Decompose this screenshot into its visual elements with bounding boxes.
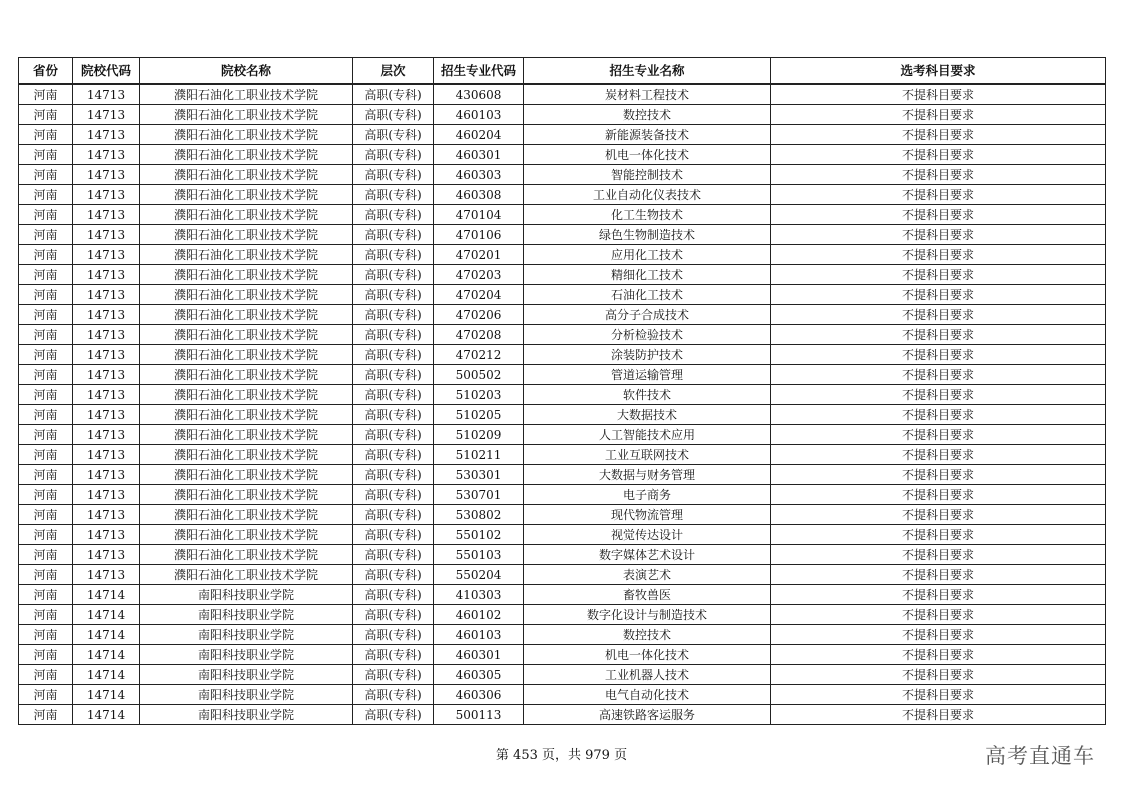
cell-subject-requirement: 不提科目要求 xyxy=(771,425,1106,445)
cell-major-name: 表演艺术 xyxy=(524,565,771,585)
cell-subject-requirement: 不提科目要求 xyxy=(771,665,1106,685)
cell-school-name: 南阳科技职业学院 xyxy=(140,585,353,605)
cell-school-code: 14713 xyxy=(73,145,140,165)
cell-province: 河南 xyxy=(19,585,73,605)
cell-level: 高职(专科) xyxy=(353,265,434,285)
cell-subject-requirement: 不提科目要求 xyxy=(771,405,1106,425)
cell-province: 河南 xyxy=(19,265,73,285)
cell-major-code: 460103 xyxy=(434,625,524,645)
cell-major-code: 460301 xyxy=(434,145,524,165)
cell-school-name: 濮阳石油化工职业技术学院 xyxy=(140,165,353,185)
cell-subject-requirement: 不提科目要求 xyxy=(771,585,1106,605)
cell-school-name: 濮阳石油化工职业技术学院 xyxy=(140,205,353,225)
cell-province: 河南 xyxy=(19,705,73,725)
header-school-code: 院校代码 xyxy=(73,58,140,85)
cell-subject-requirement: 不提科目要求 xyxy=(771,105,1106,125)
cell-province: 河南 xyxy=(19,685,73,705)
cell-subject-requirement: 不提科目要求 xyxy=(771,285,1106,305)
cell-subject-requirement: 不提科目要求 xyxy=(771,84,1106,105)
cell-province: 河南 xyxy=(19,425,73,445)
cell-school-name: 濮阳石油化工职业技术学院 xyxy=(140,145,353,165)
cell-major-name: 畜牧兽医 xyxy=(524,585,771,605)
cell-level: 高职(专科) xyxy=(353,705,434,725)
cell-province: 河南 xyxy=(19,625,73,645)
table-row xyxy=(19,465,1106,485)
cell-subject-requirement: 不提科目要求 xyxy=(771,265,1106,285)
cell-school-code: 14713 xyxy=(73,425,140,445)
cell-province: 河南 xyxy=(19,305,73,325)
cell-major-code: 500502 xyxy=(434,365,524,385)
cell-school-name: 濮阳石油化工职业技术学院 xyxy=(140,125,353,145)
cell-subject-requirement: 不提科目要求 xyxy=(771,225,1106,245)
header-level: 层次 xyxy=(353,58,434,85)
cell-level: 高职(专科) xyxy=(353,425,434,445)
cell-school-code: 14713 xyxy=(73,365,140,385)
cell-major-code: 460306 xyxy=(434,685,524,705)
cell-school-code: 14713 xyxy=(73,525,140,545)
cell-level: 高职(专科) xyxy=(353,165,434,185)
table-row xyxy=(19,265,1106,285)
cell-major-name: 应用化工技术 xyxy=(524,245,771,265)
cell-school-code: 14713 xyxy=(73,485,140,505)
cell-major-name: 电气自动化技术 xyxy=(524,685,771,705)
cell-major-code: 470206 xyxy=(434,305,524,325)
cell-major-code: 460305 xyxy=(434,665,524,685)
cell-major-name: 数字媒体艺术设计 xyxy=(524,545,771,565)
cell-level: 高职(专科) xyxy=(353,505,434,525)
cell-province: 河南 xyxy=(19,365,73,385)
cell-major-name: 工业自动化仪表技术 xyxy=(524,185,771,205)
cell-province: 河南 xyxy=(19,285,73,305)
header-subject-requirement: 选考科目要求 xyxy=(771,58,1106,85)
header-school-name: 院校名称 xyxy=(140,58,353,85)
cell-subject-requirement: 不提科目要求 xyxy=(771,385,1106,405)
cell-school-code: 14713 xyxy=(73,285,140,305)
cell-school-name: 濮阳石油化工职业技术学院 xyxy=(140,105,353,125)
cell-level: 高职(专科) xyxy=(353,565,434,585)
cell-major-name: 管道运输管理 xyxy=(524,365,771,385)
cell-major-code: 500113 xyxy=(434,705,524,725)
cell-province: 河南 xyxy=(19,325,73,345)
table-header xyxy=(19,58,1106,85)
cell-major-name: 数控技术 xyxy=(524,105,771,125)
table-row xyxy=(19,345,1106,365)
cell-level: 高职(专科) xyxy=(353,625,434,645)
cell-province: 河南 xyxy=(19,105,73,125)
cell-school-code: 14714 xyxy=(73,585,140,605)
cell-major-code: 460301 xyxy=(434,645,524,665)
enrollment-table xyxy=(18,57,1106,725)
cell-school-name: 南阳科技职业学院 xyxy=(140,625,353,645)
cell-school-code: 14713 xyxy=(73,505,140,525)
cell-province: 河南 xyxy=(19,545,73,565)
cell-major-code: 410303 xyxy=(434,585,524,605)
table-row xyxy=(19,205,1106,225)
cell-major-name: 高分子合成技术 xyxy=(524,305,771,325)
cell-major-code: 550204 xyxy=(434,565,524,585)
cell-school-name: 濮阳石油化工职业技术学院 xyxy=(140,485,353,505)
cell-school-name: 濮阳石油化工职业技术学院 xyxy=(140,225,353,245)
table-row xyxy=(19,425,1106,445)
cell-province: 河南 xyxy=(19,405,73,425)
cell-school-name: 濮阳石油化工职业技术学院 xyxy=(140,265,353,285)
cell-level: 高职(专科) xyxy=(353,245,434,265)
cell-major-code: 510203 xyxy=(434,385,524,405)
cell-major-name: 数字化设计与制造技术 xyxy=(524,605,771,625)
cell-major-name: 石油化工技术 xyxy=(524,285,771,305)
cell-school-code: 14713 xyxy=(73,165,140,185)
cell-school-code: 14713 xyxy=(73,385,140,405)
cell-school-code: 14714 xyxy=(73,625,140,645)
cell-major-name: 软件技术 xyxy=(524,385,771,405)
cell-school-name: 南阳科技职业学院 xyxy=(140,605,353,625)
cell-major-code: 460103 xyxy=(434,105,524,125)
cell-school-code: 14713 xyxy=(73,245,140,265)
cell-major-name: 工业互联网技术 xyxy=(524,445,771,465)
cell-major-code: 550102 xyxy=(434,525,524,545)
cell-province: 河南 xyxy=(19,565,73,585)
header-major-code: 招生专业代码 xyxy=(434,58,524,85)
cell-province: 河南 xyxy=(19,605,73,625)
cell-major-code: 430608 xyxy=(434,84,524,105)
cell-subject-requirement: 不提科目要求 xyxy=(771,605,1106,625)
cell-province: 河南 xyxy=(19,445,73,465)
table-row xyxy=(19,445,1106,465)
table-row xyxy=(19,565,1106,585)
cell-school-code: 14714 xyxy=(73,705,140,725)
cell-subject-requirement: 不提科目要求 xyxy=(771,685,1106,705)
cell-province: 河南 xyxy=(19,245,73,265)
cell-school-code: 14713 xyxy=(73,185,140,205)
cell-major-name: 炭材料工程技术 xyxy=(524,84,771,105)
cell-major-code: 470106 xyxy=(434,225,524,245)
cell-major-name: 机电一体化技术 xyxy=(524,645,771,665)
table-row xyxy=(19,105,1106,125)
cell-school-name: 濮阳石油化工职业技术学院 xyxy=(140,425,353,445)
cell-major-code: 510205 xyxy=(434,405,524,425)
cell-province: 河南 xyxy=(19,505,73,525)
cell-subject-requirement: 不提科目要求 xyxy=(771,465,1106,485)
header-province: 省份 xyxy=(19,58,73,85)
cell-school-code: 14713 xyxy=(73,565,140,585)
cell-school-code: 14714 xyxy=(73,645,140,665)
cell-school-name: 濮阳石油化工职业技术学院 xyxy=(140,305,353,325)
table-row xyxy=(19,485,1106,505)
cell-level: 高职(专科) xyxy=(353,345,434,365)
cell-school-code: 14713 xyxy=(73,265,140,285)
cell-subject-requirement: 不提科目要求 xyxy=(771,485,1106,505)
cell-province: 河南 xyxy=(19,645,73,665)
cell-school-name: 濮阳石油化工职业技术学院 xyxy=(140,185,353,205)
table-row xyxy=(19,305,1106,325)
cell-level: 高职(专科) xyxy=(353,325,434,345)
cell-school-name: 濮阳石油化工职业技术学院 xyxy=(140,345,353,365)
cell-subject-requirement: 不提科目要求 xyxy=(771,165,1106,185)
cell-major-code: 470104 xyxy=(434,205,524,225)
cell-province: 河南 xyxy=(19,345,73,365)
cell-province: 河南 xyxy=(19,125,73,145)
cell-major-name: 现代物流管理 xyxy=(524,505,771,525)
cell-school-code: 14714 xyxy=(73,665,140,685)
table-row xyxy=(19,185,1106,205)
cell-province: 河南 xyxy=(19,205,73,225)
cell-school-code: 14714 xyxy=(73,605,140,625)
cell-level: 高职(专科) xyxy=(353,485,434,505)
cell-school-name: 南阳科技职业学院 xyxy=(140,705,353,725)
table-row xyxy=(19,385,1106,405)
cell-subject-requirement: 不提科目要求 xyxy=(771,345,1106,365)
table-row xyxy=(19,285,1106,305)
cell-school-code: 14713 xyxy=(73,225,140,245)
cell-level: 高职(专科) xyxy=(353,305,434,325)
cell-major-code: 550103 xyxy=(434,545,524,565)
table-row xyxy=(19,145,1106,165)
table-row xyxy=(19,545,1106,565)
table-row xyxy=(19,645,1106,665)
watermark-text: 高考直通车 xyxy=(985,744,1095,768)
cell-school-name: 濮阳石油化工职业技术学院 xyxy=(140,545,353,565)
cell-school-name: 南阳科技职业学院 xyxy=(140,665,353,685)
cell-school-name: 南阳科技职业学院 xyxy=(140,685,353,705)
cell-major-code: 460303 xyxy=(434,165,524,185)
cell-major-code: 510211 xyxy=(434,445,524,465)
table-row xyxy=(19,505,1106,525)
cell-subject-requirement: 不提科目要求 xyxy=(771,625,1106,645)
cell-province: 河南 xyxy=(19,225,73,245)
header-major-name: 招生专业名称 xyxy=(524,58,771,85)
cell-level: 高职(专科) xyxy=(353,545,434,565)
cell-major-code: 510209 xyxy=(434,425,524,445)
table-row xyxy=(19,625,1106,645)
cell-province: 河南 xyxy=(19,165,73,185)
table-row xyxy=(19,685,1106,705)
cell-major-name: 机电一体化技术 xyxy=(524,145,771,165)
cell-level: 高职(专科) xyxy=(353,225,434,245)
cell-subject-requirement: 不提科目要求 xyxy=(771,705,1106,725)
cell-level: 高职(专科) xyxy=(353,84,434,105)
cell-subject-requirement: 不提科目要求 xyxy=(771,565,1106,585)
cell-major-name: 分析检验技术 xyxy=(524,325,771,345)
cell-school-code: 14713 xyxy=(73,305,140,325)
cell-major-code: 460102 xyxy=(434,605,524,625)
header-row xyxy=(19,58,1106,85)
cell-level: 高职(专科) xyxy=(353,185,434,205)
table-row xyxy=(19,405,1106,425)
table-row xyxy=(19,125,1106,145)
cell-province: 河南 xyxy=(19,84,73,105)
cell-subject-requirement: 不提科目要求 xyxy=(771,445,1106,465)
cell-school-name: 南阳科技职业学院 xyxy=(140,645,353,665)
cell-school-code: 14713 xyxy=(73,84,140,105)
cell-level: 高职(专科) xyxy=(353,145,434,165)
table-row xyxy=(19,605,1106,625)
cell-province: 河南 xyxy=(19,525,73,545)
table-body xyxy=(19,84,1106,725)
cell-level: 高职(专科) xyxy=(353,525,434,545)
cell-major-name: 大数据与财务管理 xyxy=(524,465,771,485)
page-number: 第 453 页，共 979 页 xyxy=(495,748,628,763)
table-row xyxy=(19,665,1106,685)
cell-school-name: 濮阳石油化工职业技术学院 xyxy=(140,565,353,585)
cell-province: 河南 xyxy=(19,145,73,165)
cell-major-code: 530701 xyxy=(434,485,524,505)
cell-school-code: 14713 xyxy=(73,405,140,425)
table-row xyxy=(19,705,1106,725)
cell-school-code: 14714 xyxy=(73,685,140,705)
table-row xyxy=(19,165,1106,185)
cell-level: 高职(专科) xyxy=(353,125,434,145)
cell-major-name: 人工智能技术应用 xyxy=(524,425,771,445)
cell-major-code: 470212 xyxy=(434,345,524,365)
cell-school-name: 濮阳石油化工职业技术学院 xyxy=(140,445,353,465)
table-row xyxy=(19,325,1106,345)
cell-school-name: 濮阳石油化工职业技术学院 xyxy=(140,84,353,105)
cell-school-name: 濮阳石油化工职业技术学院 xyxy=(140,245,353,265)
cell-major-code: 470208 xyxy=(434,325,524,345)
cell-level: 高职(专科) xyxy=(353,465,434,485)
cell-major-name: 大数据技术 xyxy=(524,405,771,425)
table-row xyxy=(19,585,1106,605)
cell-school-name: 濮阳石油化工职业技术学院 xyxy=(140,325,353,345)
cell-province: 河南 xyxy=(19,665,73,685)
cell-subject-requirement: 不提科目要求 xyxy=(771,305,1106,325)
cell-subject-requirement: 不提科目要求 xyxy=(771,645,1106,665)
cell-subject-requirement: 不提科目要求 xyxy=(771,525,1106,545)
cell-subject-requirement: 不提科目要求 xyxy=(771,205,1106,225)
cell-major-code: 470203 xyxy=(434,265,524,285)
cell-level: 高职(专科) xyxy=(353,365,434,385)
cell-major-name: 工业机器人技术 xyxy=(524,665,771,685)
cell-school-code: 14713 xyxy=(73,465,140,485)
cell-subject-requirement: 不提科目要求 xyxy=(771,125,1106,145)
cell-major-name: 数控技术 xyxy=(524,625,771,645)
cell-school-name: 濮阳石油化工职业技术学院 xyxy=(140,465,353,485)
table-row xyxy=(19,245,1106,265)
cell-school-code: 14713 xyxy=(73,445,140,465)
cell-major-name: 化工生物技术 xyxy=(524,205,771,225)
cell-school-name: 濮阳石油化工职业技术学院 xyxy=(140,405,353,425)
cell-major-code: 460204 xyxy=(434,125,524,145)
cell-school-code: 14713 xyxy=(73,325,140,345)
cell-level: 高职(专科) xyxy=(353,285,434,305)
cell-major-name: 智能控制技术 xyxy=(524,165,771,185)
cell-level: 高职(专科) xyxy=(353,645,434,665)
cell-school-name: 濮阳石油化工职业技术学院 xyxy=(140,505,353,525)
cell-major-name: 高速铁路客运服务 xyxy=(524,705,771,725)
cell-level: 高职(专科) xyxy=(353,405,434,425)
cell-major-name: 新能源装备技术 xyxy=(524,125,771,145)
cell-level: 高职(专科) xyxy=(353,105,434,125)
cell-major-code: 530301 xyxy=(434,465,524,485)
cell-subject-requirement: 不提科目要求 xyxy=(771,545,1106,565)
cell-province: 河南 xyxy=(19,385,73,405)
cell-school-name: 濮阳石油化工职业技术学院 xyxy=(140,365,353,385)
cell-major-code: 460308 xyxy=(434,185,524,205)
cell-level: 高职(专科) xyxy=(353,685,434,705)
cell-school-name: 濮阳石油化工职业技术学院 xyxy=(140,285,353,305)
cell-school-code: 14713 xyxy=(73,105,140,125)
cell-school-code: 14713 xyxy=(73,125,140,145)
cell-province: 河南 xyxy=(19,485,73,505)
cell-level: 高职(专科) xyxy=(353,205,434,225)
cell-subject-requirement: 不提科目要求 xyxy=(771,145,1106,165)
cell-subject-requirement: 不提科目要求 xyxy=(771,505,1106,525)
cell-major-name: 涂装防护技术 xyxy=(524,345,771,365)
cell-major-code: 470201 xyxy=(434,245,524,265)
cell-major-name: 视觉传达设计 xyxy=(524,525,771,545)
cell-province: 河南 xyxy=(19,465,73,485)
cell-subject-requirement: 不提科目要求 xyxy=(771,185,1106,205)
cell-subject-requirement: 不提科目要求 xyxy=(771,245,1106,265)
cell-school-name: 濮阳石油化工职业技术学院 xyxy=(140,385,353,405)
cell-level: 高职(专科) xyxy=(353,445,434,465)
cell-major-name: 绿色生物制造技术 xyxy=(524,225,771,245)
cell-subject-requirement: 不提科目要求 xyxy=(771,365,1106,385)
table-row xyxy=(19,84,1106,105)
cell-level: 高职(专科) xyxy=(353,385,434,405)
cell-subject-requirement: 不提科目要求 xyxy=(771,325,1106,345)
table-row xyxy=(19,525,1106,545)
cell-major-code: 470204 xyxy=(434,285,524,305)
cell-major-code: 530802 xyxy=(434,505,524,525)
cell-school-code: 14713 xyxy=(73,345,140,365)
cell-level: 高职(专科) xyxy=(353,585,434,605)
table-row xyxy=(19,365,1106,385)
table-row xyxy=(19,225,1106,245)
cell-school-name: 濮阳石油化工职业技术学院 xyxy=(140,525,353,545)
cell-school-code: 14713 xyxy=(73,205,140,225)
cell-major-name: 电子商务 xyxy=(524,485,771,505)
cell-level: 高职(专科) xyxy=(353,605,434,625)
cell-level: 高职(专科) xyxy=(353,665,434,685)
cell-school-code: 14713 xyxy=(73,545,140,565)
cell-major-name: 精细化工技术 xyxy=(524,265,771,285)
cell-province: 河南 xyxy=(19,185,73,205)
